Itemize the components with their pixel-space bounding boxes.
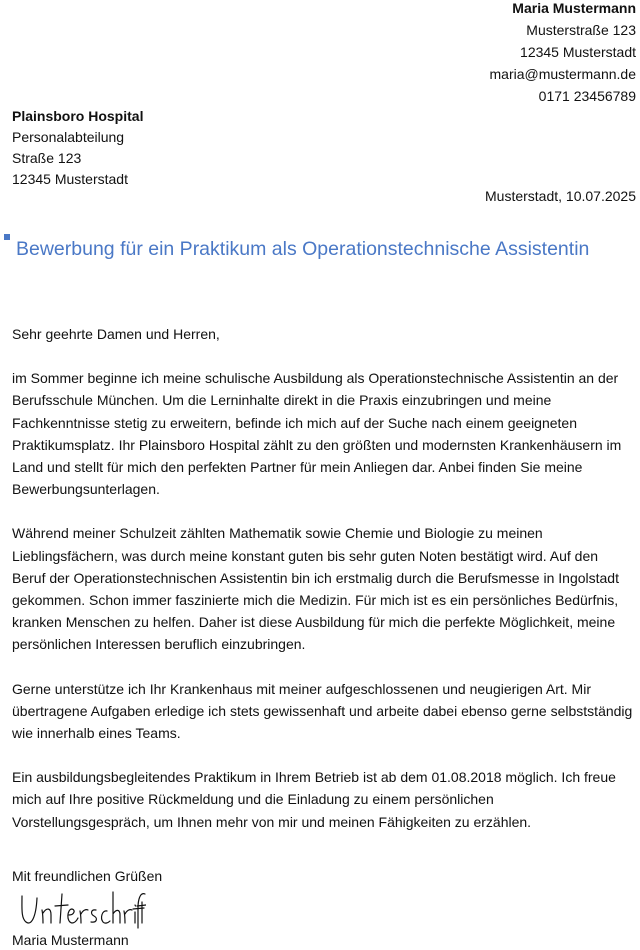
recipient-department: Personalabteilung: [12, 129, 125, 145]
heading-marker-icon: [4, 234, 10, 240]
sender-city: 12345 Musterstadt: [520, 44, 636, 60]
sender-street: Musterstraße 123: [526, 22, 636, 38]
letter-body: [12, 323, 634, 855]
closing-line: Mit freundlichen Grüßen: [12, 868, 163, 884]
recipient-organization: Plainsboro Hospital: [12, 108, 144, 124]
paragraph-4: Ein ausbildungsbegleitendes Praktikum in Ihrem Betrieb ist ab dem 01.08.2018 möglich. Ich freue mich auf Ihre positive Rückmeldung und die Einladung zu einem persönlichen Vorstellungsgespräch, um Ihnen mehr von mir und meinen Fähigkeiten zu erzählen.: [12, 769, 616, 830]
sender-address: [490, 0, 637, 107]
paragraph-2: Während meiner Schulzeit zählten Mathematik sowie Chemie und Biologie zu meinen Lieblingsfächern, was durch meine konstant guten bis sehr guten Noten bestätigt wird. Auf den Beruf der Operationstechnischen Assistentin bin ich erstmalig durch die Berufsmesse in Ingolstadt gekommen. Schon immer faszinierte mich die Medizin. Für mich ist es ein persönliches Bedürfnis, kranken Menschen zu helfen. Daher ist diese Ausbildung für mich die perfekte Möglichkeit, meine persönlichen Interessen beruflich einzubringen.: [12, 525, 619, 653]
salutation: Sehr geehrte Damen und Herren,: [12, 326, 220, 342]
recipient-address: [12, 106, 143, 190]
handwritten-signature: [16, 888, 146, 932]
sender-name: Maria Mustermann: [512, 0, 636, 16]
recipient-street: Straße 123: [12, 150, 82, 166]
subject-text: Bewerbung für ein Praktikum als Operationstechnische Assistentin: [16, 238, 590, 260]
date-line: Musterstadt, 10.07.2025: [485, 188, 636, 204]
subject-heading: [4, 230, 624, 268]
recipient-city: 12345 Musterstadt: [12, 171, 128, 187]
sender-email: maria@mustermann.de: [489, 66, 636, 82]
paragraph-3: Gerne unterstütze ich Ihr Krankenhaus mit meiner aufgeschlossenen und neugierigen Art. Mir übertragene Aufgaben erledige ich stets gewissenhaft und arbeite dabei ebenso gerne selbstständig wie innerhalb eines Teams.: [12, 680, 633, 742]
sender-phone: 0171 23456789: [538, 88, 636, 104]
paragraph-1: im Sommer beginne ich meine schulische Ausbildung als Operationstechnische Assistentin an der Berufsschule München. Um die Lerninhalte direkt in die Praxis einzubringen und meine Fachkenntnisse stetig zu erweitern, befinde ich mich auf der Suche nach einem geeigneten Praktikumsplatz. Ihr Plainsboro Hospital zählt zu den größten und modernsten Krankenhäusern im Land und stellt für mich den perfekten Partner für mein Anliegen dar. Anbei finden Sie meine Bewerbungsunterlagen.: [12, 370, 622, 498]
signer-name: Maria Mustermann: [12, 932, 129, 948]
